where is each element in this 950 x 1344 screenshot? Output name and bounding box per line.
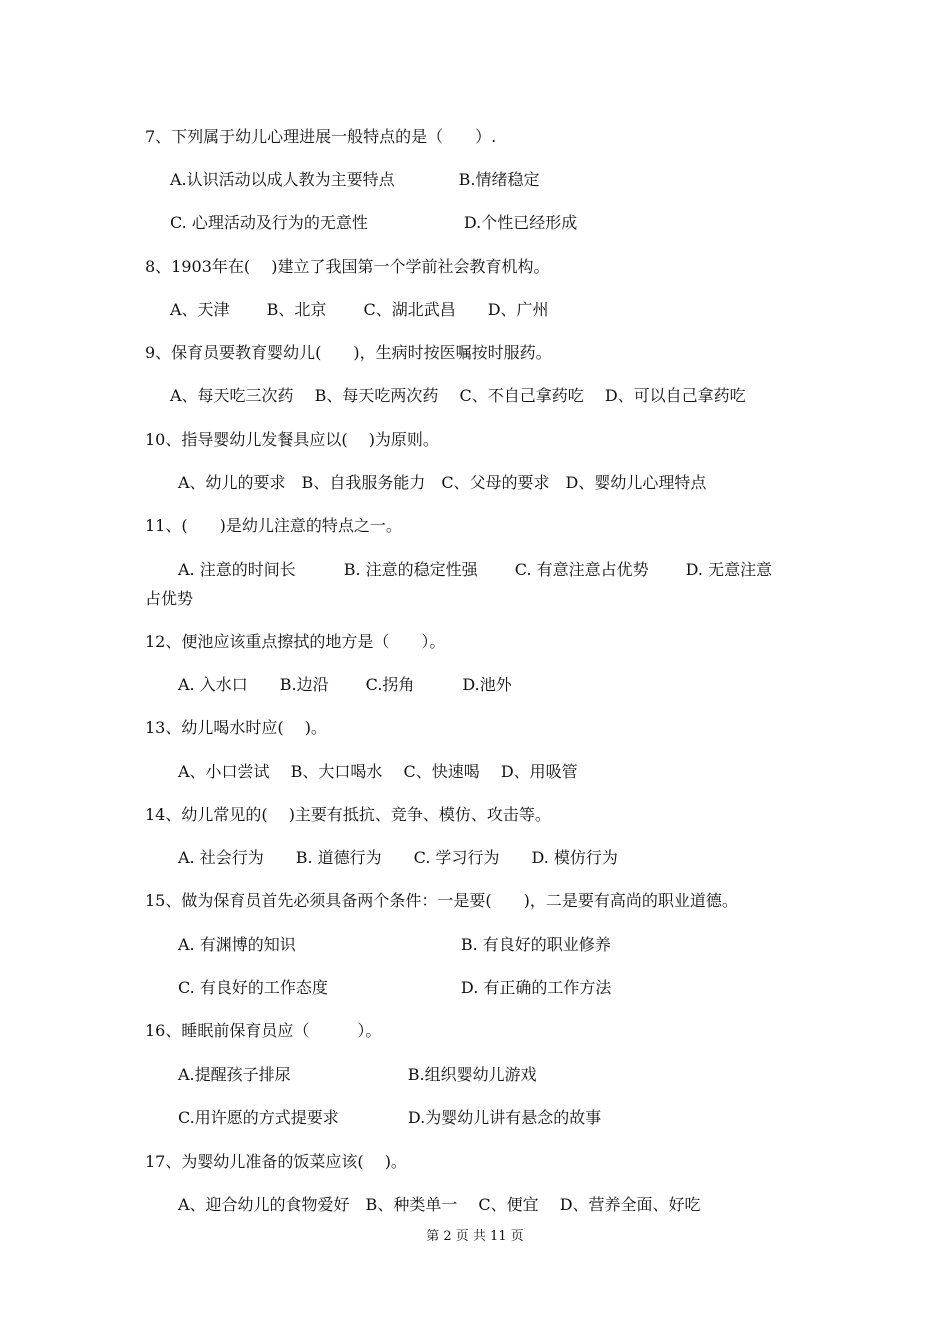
question-16-stem: 16、睡眠前保育员应（ ）。 bbox=[145, 1021, 382, 1040]
question-15-stem: 15、做为保育员首先必须具备两个条件：一是要( )，二是要有高尚的职业道德。 bbox=[145, 891, 738, 910]
question-16-options-row-2: C.用许愿的方式提要求 D.为婴幼儿讲有悬念的故事 bbox=[178, 1108, 602, 1127]
question-13-stem: 13、幼儿喝水时应( )。 bbox=[145, 718, 327, 737]
question-8-options: A、天津 B、北京 C、湖北武昌 D、广州 bbox=[170, 300, 549, 319]
question-12-options: A. 入水口 B.边沿 C.拐角 D.池外 bbox=[178, 675, 512, 694]
page-number-footer: 第 2 页 共 11 页 bbox=[426, 1229, 524, 1244]
question-13-options: A、小口尝试 B、大口喝水 C、快速喝 D、用吸管 bbox=[178, 762, 578, 781]
question-14-stem: 14、幼儿常见的( )主要有抵抗、竞争、模仿、攻击等。 bbox=[145, 805, 551, 824]
question-9-stem: 9、保育员要教育婴幼儿( )，生病时按医嘱按时服药。 bbox=[145, 343, 552, 362]
question-8-stem: 8、1903年在( )建立了我国第一个学前社会教育机构。 bbox=[145, 257, 550, 276]
question-16-options-row-1: A.提醒孩子排尿 B.组织婴幼儿游戏 bbox=[178, 1065, 537, 1084]
question-12-stem: 12、便池应该重点擦拭的地方是（ ）。 bbox=[145, 632, 446, 651]
question-17-stem: 17、为婴幼儿准备的饭菜应该( )。 bbox=[145, 1152, 407, 1171]
question-11-options-row-1: A. 注意的时间长 B. 注意的稳定性强 C. 有意注意占优势 D. 无意注意 bbox=[178, 560, 773, 579]
question-7-options-row-2: C. 心理活动及行为的无意性 D.个性已经形成 bbox=[170, 213, 578, 232]
question-7-stem: 7、下列属于幼儿心理进展一般特点的是（ ）. bbox=[145, 127, 497, 146]
question-11-options-row-2: 占优势 bbox=[145, 589, 194, 608]
question-14-options: A. 社会行为 B. 道德行为 C. 学习行为 D. 模仿行为 bbox=[178, 848, 618, 867]
question-7-options-row-1: A.认识活动以成人教为主要特点 B.情绪稳定 bbox=[170, 170, 540, 189]
question-10-options: A、幼儿的要求 B、自我服务能力 C、父母的要求 D、婴幼儿心理特点 bbox=[178, 473, 707, 492]
question-15-options-row-1: A. 有渊博的知识 B. 有良好的职业修养 bbox=[178, 935, 611, 954]
question-10-stem: 10、指导婴幼儿发餐具应以( )为原则。 bbox=[145, 430, 439, 449]
question-9-options: A、每天吃三次药 B、每天吃两次药 C、不自己拿药吃 D、可以自己拿药吃 bbox=[170, 386, 746, 405]
question-15-options-row-2: C. 有良好的工作态度 D. 有正确的工作方法 bbox=[178, 978, 612, 997]
question-17-options: A、迎合幼儿的食物爱好 B、种类单一 C、便宜 D、营养全面、好吃 bbox=[178, 1195, 701, 1214]
question-11-stem: 11、( )是幼儿注意的特点之一。 bbox=[145, 516, 402, 535]
